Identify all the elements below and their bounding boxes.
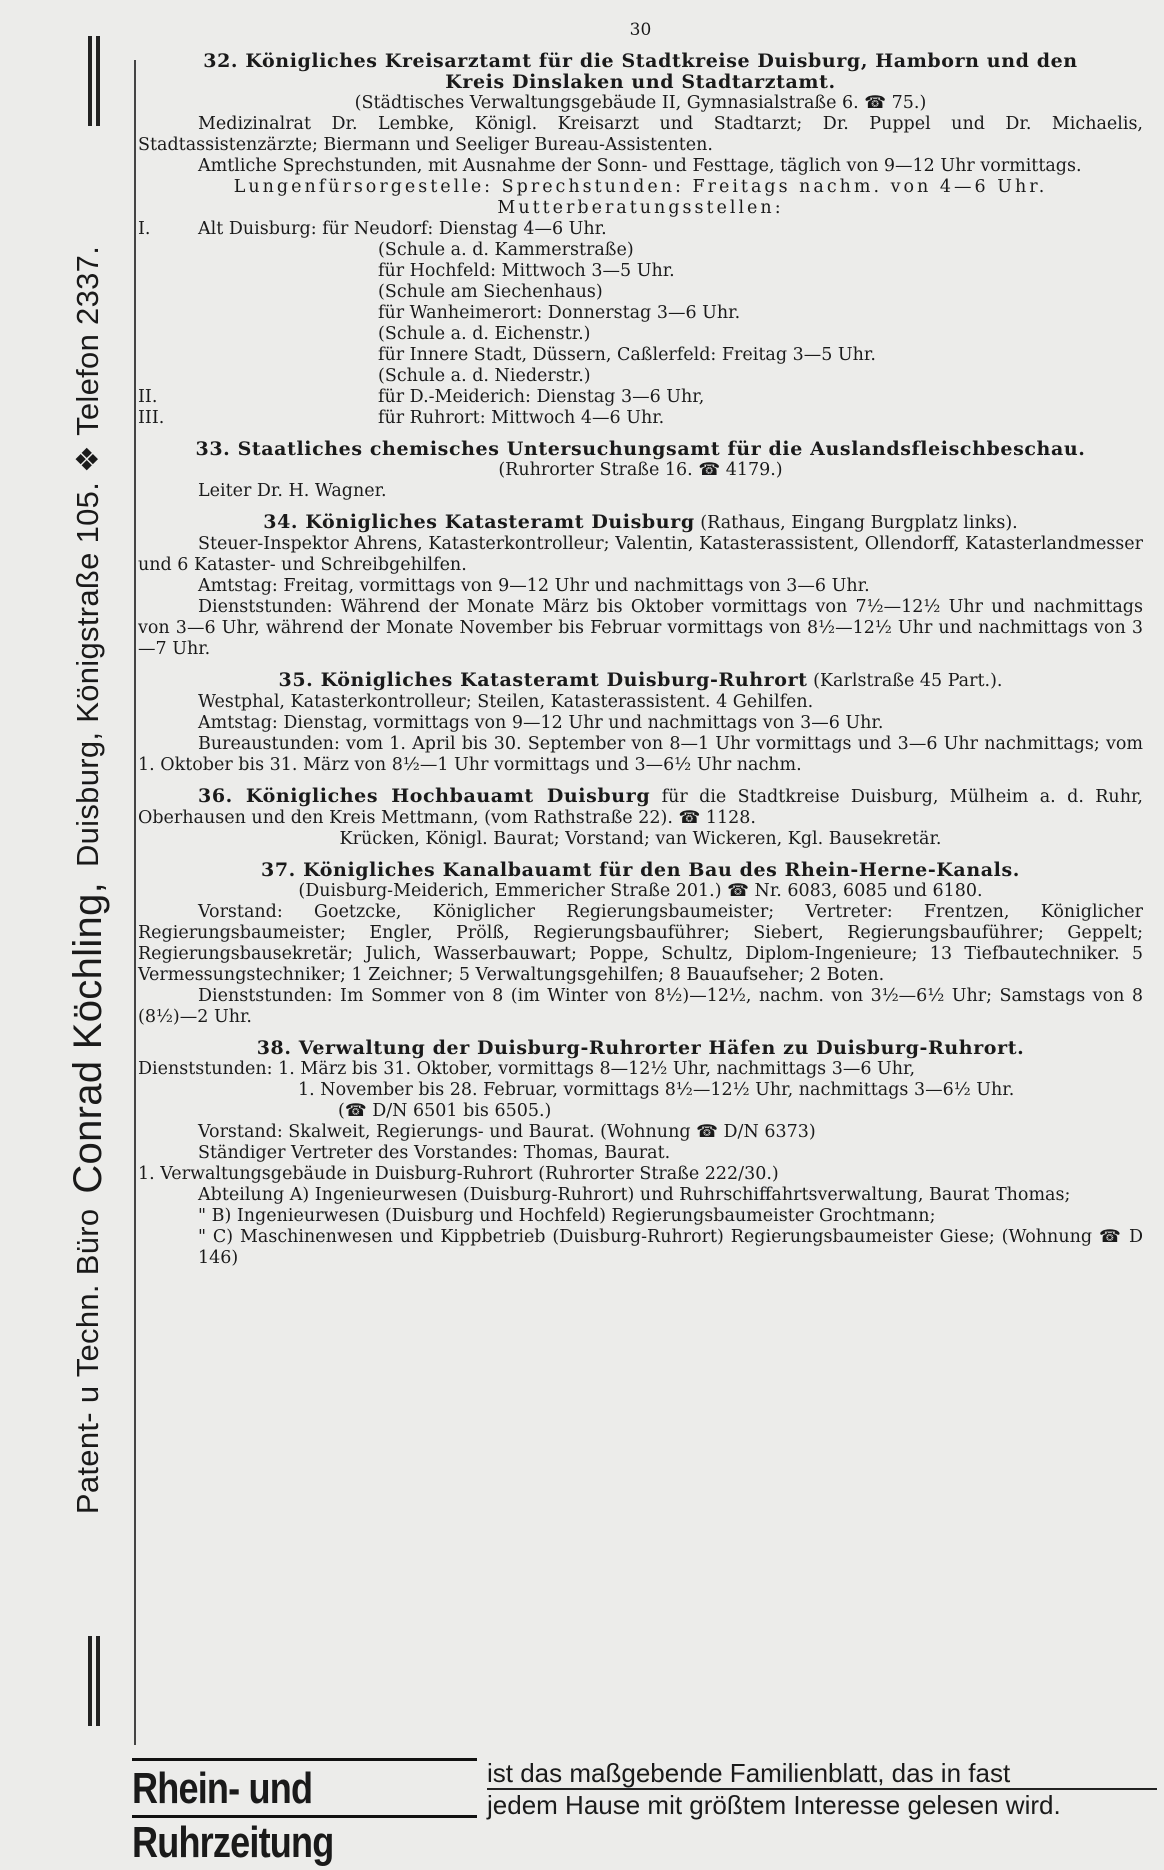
section-38-phone: D/N 6501 bis 6505.) bbox=[372, 1101, 552, 1121]
section-32-mutter: Mutterberatungsstellen: bbox=[497, 198, 784, 218]
section-38-abteilung-b: " B) Ingenieurwesen (Duisburg und Hochfeld) Regierungsbaumeister Grochtmann; bbox=[198, 1206, 936, 1226]
list-line: für Hochfeld: Mittwoch 3—5 Uhr. bbox=[378, 261, 675, 281]
section-38-abteilung-c-text: " C) Maschinenwesen und Kippbetrieb (Duisburg-Ruhrort) Regierungsbaumeister Giese; (Wohnung bbox=[198, 1227, 1093, 1247]
section-34-dienst: Dienststunden: Während der Monate März bis Oktober vormittags von 7½—12½ Uhr und nachmittags von 3—6 Uhr, während der Monate November bis Februar vormittags von 8½—12½ Uhr und nachmittags von 3—7 Uhr. bbox=[138, 597, 1143, 659]
section-34-title bbox=[138, 512, 1143, 534]
ad-title-bottom-rule bbox=[132, 1815, 477, 1818]
section-37-heading: 37. Königliches Kanalbauamt für den Bau des Rhein-Herne-Kanals. bbox=[261, 859, 1020, 881]
section-33 bbox=[138, 439, 1143, 502]
section-35-title bbox=[138, 670, 1143, 692]
side-ad-text-c: Duisburg, Königstraße 105. bbox=[70, 481, 105, 868]
list-item bbox=[138, 408, 1143, 429]
section-36-heading: 36. Königliches Hochbauamt Duisburg bbox=[198, 785, 651, 807]
section-38-dienst-1: Dienststunden: 1. März bis 31. Oktober, vormittags 8—12½ Uhr, nachmittags 3—6 Uhr, bbox=[138, 1059, 916, 1079]
list-text bbox=[198, 219, 1143, 387]
section-35-heading: 35. Königliches Katasteramt Duisburg-Ruhrort bbox=[278, 669, 808, 691]
telephone-icon bbox=[698, 460, 720, 480]
list-line: (Schule a. d. Niederstr.) bbox=[378, 366, 591, 386]
side-ad-text bbox=[64, 90, 112, 1670]
side-advertisement bbox=[58, 36, 122, 1726]
section-38-vorstand-text: Vorstand: Skalweit, Regierungs- und Baurat. (Wohnung bbox=[198, 1122, 691, 1142]
list-line: für Innere Stadt, Düssern, Caßlerfeld: Freitag 3—5 Uhr. bbox=[378, 345, 876, 365]
list-line: (Schule am Siechenhaus) bbox=[378, 282, 603, 302]
list-label: II. bbox=[138, 387, 158, 407]
section-38-abteilung-c-phone: D 146) bbox=[198, 1227, 1143, 1268]
telephone-icon bbox=[727, 881, 749, 901]
side-ad-text-b: Conrad Köchling, bbox=[65, 881, 110, 1194]
section-32-phone: 75.) bbox=[891, 93, 927, 113]
section-33-phone: 4179.) bbox=[725, 460, 783, 480]
section-38-dienst-2: 1. November bis 28. Februar, vormittags 8½—12½ Uhr, nachmittags 3—6½ Uhr. bbox=[298, 1080, 1015, 1100]
side-ad-sep: ❖ bbox=[70, 444, 105, 473]
section-36-title bbox=[138, 786, 1143, 829]
section-32-staff: Medizinalrat Dr. Lembke, Königl. Kreisarzt und Stadtarzt; Dr. Puppel und Dr. Michaelis, Stadtassistenzärzte; Biermann und Seeliger Bureau-Assistenten. bbox=[138, 114, 1143, 155]
telephone-icon bbox=[345, 1101, 367, 1121]
telephone-icon bbox=[1099, 1227, 1122, 1247]
section-34-staff: Steuer-Inspektor Ahrens, Katasterkontrolleur; Valentin, Katasterassistent, Ollendorff, Katasterlandmesser und 6 Kataster- und Schreibgehilfen. bbox=[138, 534, 1143, 575]
section-35 bbox=[138, 670, 1143, 776]
list-label: III. bbox=[138, 408, 165, 428]
list-item bbox=[138, 219, 1143, 387]
section-32-address bbox=[138, 93, 1143, 114]
section-35-bureau: Bureaustunden: vom 1. April bis 30. September von 8—1 Uhr vormittags und 3—6 Uhr nachmittags; vom 1. Oktober bis 31. März von 8½—1 Uhr vormittags und 3—6½ Uhr nachm. bbox=[138, 734, 1143, 775]
side-ad-text-d: Telefon 2337. bbox=[70, 245, 105, 436]
section-37-address-text: (Duisburg-Meiderich, Emmericher Straße 201.) bbox=[298, 881, 722, 901]
list-label: I. bbox=[138, 219, 151, 239]
section-38-phone-line: (☎ D/N 6501 bis 6505.) bbox=[138, 1101, 1143, 1122]
section-38-abteilung-a: Abteilung A) Ingenieurwesen (Duisburg-Ruhrort) und Ruhrschiffahrtsverwaltung, Baurat Thomas; bbox=[198, 1185, 1071, 1205]
section-33-leader: Leiter Dr. H. Wagner. bbox=[198, 481, 387, 501]
list-line: (Schule a. d. Kammerstraße) bbox=[378, 240, 634, 260]
telephone-icon bbox=[864, 93, 886, 113]
ad-tagline-line-1: ist das maßgebende Familienblatt, das in fast bbox=[487, 1758, 1157, 1790]
ad-tagline bbox=[487, 1758, 1157, 1820]
list-item bbox=[138, 387, 1143, 408]
telephone-icon bbox=[696, 1122, 718, 1142]
ad-tagline-line-2: jedem Hause mit größtem Interesse gelesen wird. bbox=[487, 1790, 1061, 1820]
list-line: für Wanheimerort: Donnerstag 3—6 Uhr. bbox=[378, 303, 741, 323]
section-37-phone: Nr. 6083, 6085 und 6180. bbox=[754, 881, 983, 901]
section-34-heading: 34. Königliches Katasteramt Duisburg bbox=[263, 511, 695, 533]
list-line: (Schule a. d. Eichenstr.) bbox=[378, 324, 591, 344]
section-32-lung: Lungenfürsorgestelle: Sprechstunden: Freitags nachm. von 4—6 Uhr. bbox=[233, 177, 1048, 197]
section-36-staff: Krücken, Königl. Baurat; Vorstand; van Wickeren, Kgl. Bausekretär. bbox=[339, 829, 942, 849]
section-34-location: (Rathaus, Eingang Burgplatz links). bbox=[700, 513, 1018, 533]
telephone-icon bbox=[678, 808, 700, 828]
side-ad-text-a: Patent- u Techn. Büro bbox=[70, 1208, 105, 1515]
section-32-hours: Amtliche Sprechstunden, mit Ausnahme der Sonn- und Festtage, täglich von 9—12 Uhr vormittags. bbox=[198, 156, 1082, 176]
section-35-amtstag: Amtstag: Dienstag, vormittags von 9—12 Uhr und nachmittags von 3—6 Uhr. bbox=[198, 713, 884, 733]
list-text: für D.-Meiderich: Dienstag 3—6 Uhr, bbox=[378, 387, 705, 407]
section-33-address-text: (Ruhrorter Straße 16. bbox=[498, 460, 693, 480]
section-34 bbox=[138, 512, 1143, 660]
section-37-dienst: Dienststunden: Im Sommer von 8 (im Winter von 8½)—12½, nachm. von 3½—6½ Uhr; Samstags von 8 (8½)—2 Uhr. bbox=[138, 986, 1143, 1027]
section-33-heading: 33. Staatliches chemisches Untersuchungsamt für die Auslandsfleischbeschau. bbox=[195, 438, 1086, 460]
section-38-vertreter: Ständiger Vertreter des Vorstandes: Thomas, Baurat. bbox=[198, 1143, 671, 1163]
section-32 bbox=[138, 51, 1143, 429]
ad-title-top-rule bbox=[132, 1758, 477, 1761]
section-32-address-text: (Städtisches Verwaltungsgebäude II, Gymnasialstraße 6. bbox=[354, 93, 859, 113]
section-35-location: (Karlstraße 45 Part.). bbox=[813, 671, 1003, 691]
list-line: Alt Duisburg: für Neudorf: Dienstag 4—6 Uhr. bbox=[198, 219, 607, 239]
section-38 bbox=[138, 1038, 1143, 1269]
section-38-abteilung-c bbox=[138, 1227, 1143, 1269]
section-37-address bbox=[138, 881, 1143, 902]
main-content bbox=[138, 20, 1143, 1269]
section-33-address bbox=[138, 460, 1143, 481]
section-38-vorstand bbox=[138, 1122, 1143, 1143]
ad-title: Rhein- und Ruhrzeitung bbox=[132, 1764, 334, 1867]
page-number: 30 bbox=[629, 20, 652, 40]
section-36-phone: 1128. bbox=[705, 808, 756, 828]
section-34-amtstag: Amtstag: Freitag, vormittags von 9—12 Uhr und nachmittags von 3—6 Uhr. bbox=[198, 576, 870, 596]
bottom-advertisement bbox=[132, 1758, 1160, 1867]
section-38-vorstand-phone: D/N 6373) bbox=[723, 1122, 816, 1142]
section-35-staff: Westphal, Katasterkontrolleur; Steilen, Katasterassistent. 4 Gehilfen. bbox=[198, 692, 814, 712]
section-32-heading-2: Kreis Dinslaken und Stadtarztamt. bbox=[445, 71, 836, 93]
section-37 bbox=[138, 860, 1143, 1028]
section-38-gebaeude: 1. Verwaltungsgebäude in Duisburg-Ruhrort (Ruhrorter Straße 222/30.) bbox=[138, 1164, 779, 1184]
section-37-staff: Vorstand: Goetzcke, Königlicher Regierungsbaumeister; Vertreter: Frentzen, Königlicher Regierungsbaumeister; Engler, Prölß, Regierungsbauführer; Siebert, Regierungsbauführer; Geppelt; Regierungsbausekretär; Julich, Wasserbauwart; Poppe, Schultz, Diplom-Ingenieure; 13 Tiefbautechniker. 5 Vermessungstechniker; 1 Zeichner; 5 Verwaltungsgehilfen; 8 Bauaufseher; 2 Boten. bbox=[138, 902, 1143, 985]
list-text: für Ruhrort: Mittwoch 4—6 Uhr. bbox=[378, 408, 665, 428]
section-38-heading: 38. Verwaltung der Duisburg-Ruhrorter Häfen zu Duisburg-Ruhrort. bbox=[256, 1037, 1025, 1059]
margin-rule bbox=[134, 60, 136, 1745]
section-36-text: für die Stadtkreise Duisburg, Mülheim a. d. Ruhr, Oberhausen und den Kreis Mettmann, (vom Rathstraße 22). bbox=[138, 787, 1143, 828]
section-32-heading-1: 32. Königliches Kreisarztamt für die Stadtkreise Duisburg, Hamborn und den bbox=[203, 50, 1078, 72]
section-36 bbox=[138, 786, 1143, 850]
